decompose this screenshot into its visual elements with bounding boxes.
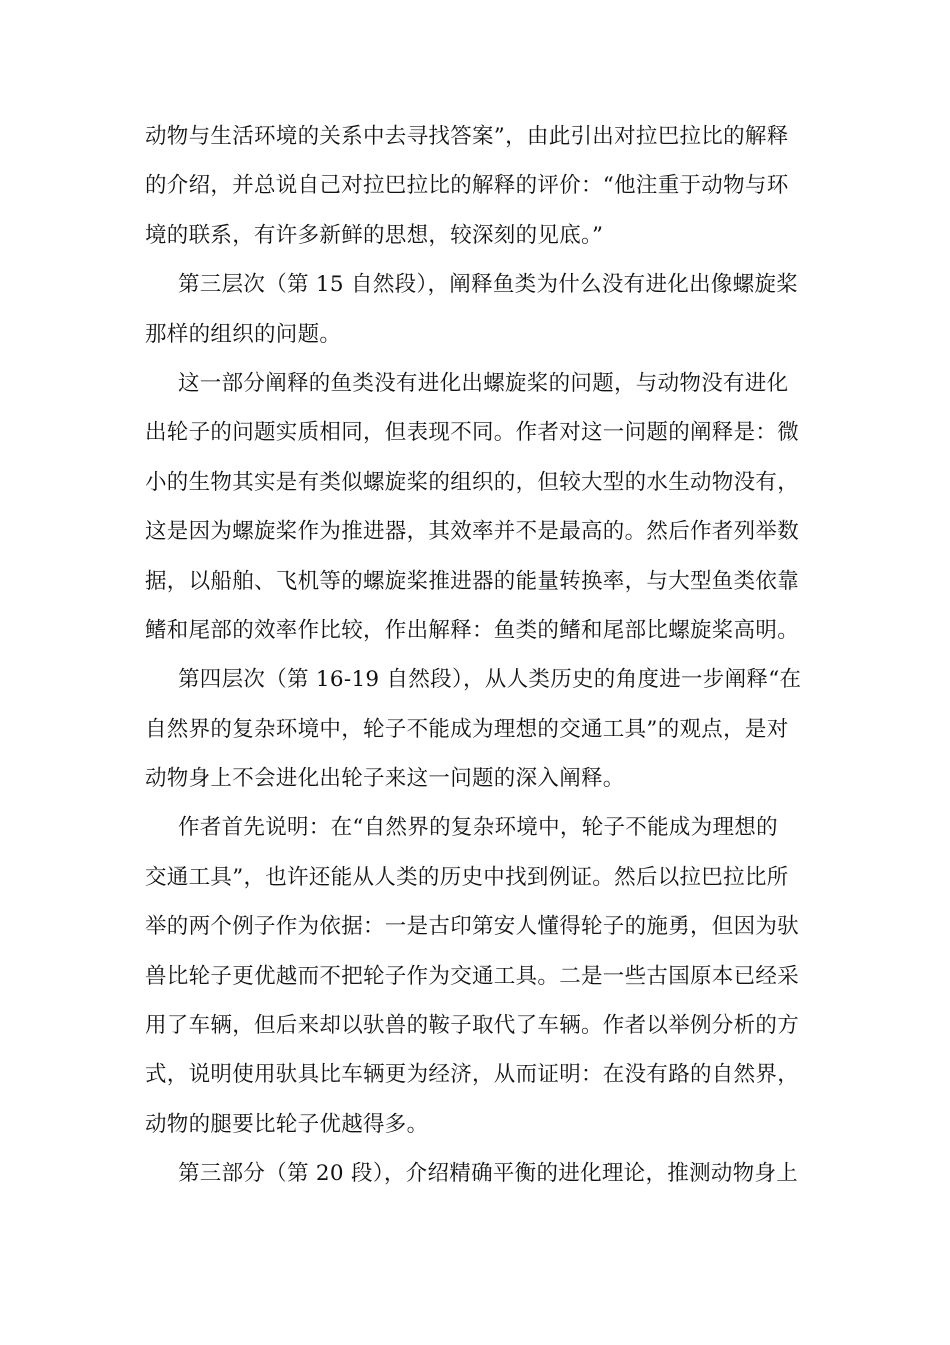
paragraph-level-three bbox=[145, 260, 810, 359]
text-line: 动物身上不会进化出轮子来这一问题的深入阐释。 bbox=[145, 766, 625, 792]
text-line: 鳍和尾部的效率作比较，作出解释：鱼类的鳍和尾部比螺旋桨高明。 bbox=[145, 617, 800, 643]
text-line: 举的两个例子作为依据：一是古印第安人懂得轮子的施勇，但因为驮 bbox=[145, 914, 800, 940]
paragraph-part-three bbox=[145, 1149, 810, 1198]
text-line: 出轮子的问题实质相同，但表现不同。作者对这一问题的阐释是：微 bbox=[145, 420, 800, 446]
text-line: 交通工具”，也许还能从人类的历史中找到例证。然后以拉巴拉比所 bbox=[145, 864, 789, 890]
text-line: 式，说明使用驮具比车辆更为经济，从而证明：在没有路的自然界， bbox=[145, 1062, 800, 1088]
text-line: 据，以船舶、飞机等的螺旋桨推进器的能量转换率，与大型鱼类依靠 bbox=[145, 568, 800, 594]
text-line: 自然界的复杂环境中，轮子不能成为理想的交通工具”的观点，是对 bbox=[145, 716, 789, 742]
text-line: 作者首先说明：在“自然界的复杂环境中，轮子不能成为理想的 bbox=[178, 815, 778, 841]
paragraph-level-four bbox=[145, 655, 810, 803]
text-line: 动物的腿要比轮子优越得多。 bbox=[145, 1111, 429, 1137]
text-line: 动物与生活环境的关系中去寻找答案”，由此引出对拉巴拉比的解释 bbox=[145, 124, 789, 149]
text-line: 用了车辆，但后来却以驮兽的鞍子取代了车辆。作者以举例分析的方 bbox=[145, 1013, 800, 1039]
paragraph-propeller bbox=[145, 359, 810, 655]
text-line: 第三部分（第 20 段），介绍精确平衡的进化理论，推测动物身上 bbox=[178, 1161, 799, 1187]
text-line: 第四层次（第 16-19 自然段），从人类历史的角度进一步阐释“在 bbox=[178, 667, 802, 693]
paragraph-continuation bbox=[145, 112, 810, 260]
text-line: 第三层次（第 15 自然段），阐释鱼类为什么没有进化出像螺旋桨 bbox=[178, 272, 799, 298]
document-body bbox=[145, 112, 810, 1199]
paragraph-author-explains bbox=[145, 803, 810, 1149]
text-line: 兽比轮子更优越而不把轮子作为交通工具。二是一些古国原本已经采 bbox=[145, 963, 800, 989]
text-line: 境的联系，有许多新鲜的思想，较深刻的见底。” bbox=[145, 222, 604, 248]
text-line: 小的生物其实是有类似螺旋桨的组织的，但较大型的水生动物没有， bbox=[145, 469, 800, 495]
text-line: 这一部分阐释的鱼类没有进化出螺旋桨的问题，与动物没有进化 bbox=[178, 370, 789, 396]
text-line: 的介绍，并总说自己对拉巴拉比的解释的评价：“他注重于动物与环 bbox=[145, 173, 789, 199]
text-line: 这是因为螺旋桨作为推进器，其效率并不是最高的。然后作者列举数 bbox=[145, 519, 800, 545]
text-line: 那样的组织的问题。 bbox=[145, 321, 342, 347]
